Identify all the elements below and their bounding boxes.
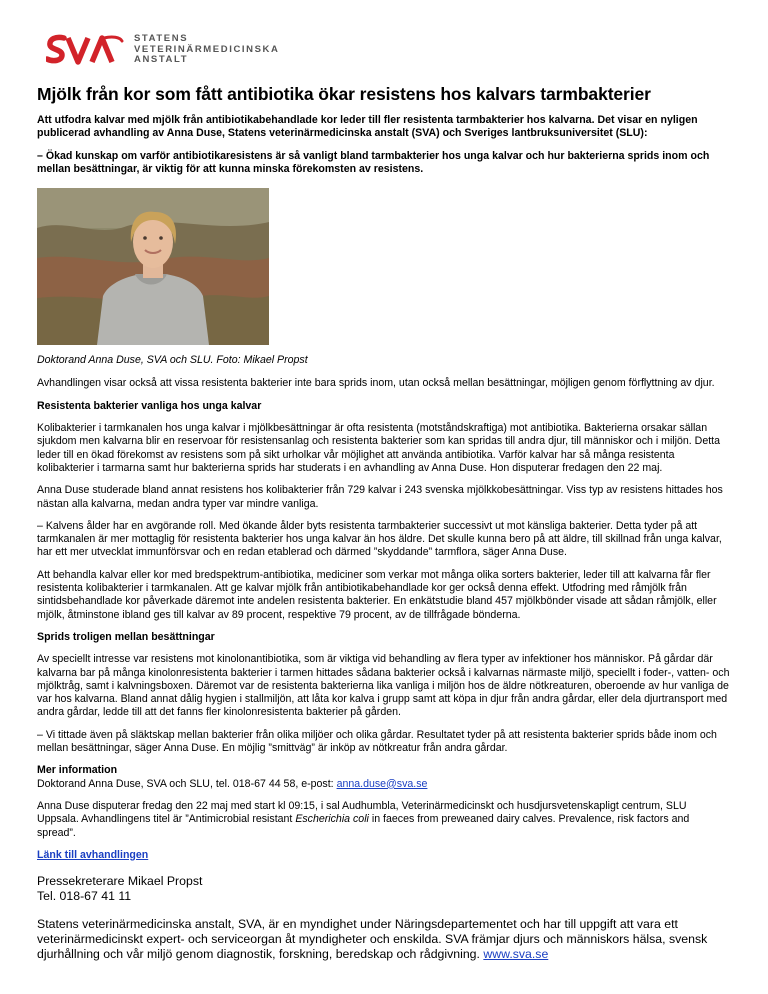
sva-website-link[interactable]: www.sva.se bbox=[483, 946, 549, 961]
contact-email-link[interactable]: anna.duse@sva.se bbox=[336, 777, 428, 790]
portrait-image bbox=[37, 188, 269, 345]
contact-paragraph bbox=[37, 778, 731, 791]
subheading-1: Resistenta bakterier vanliga hos unga kalvar bbox=[37, 399, 262, 412]
paragraph-1: Avhandlingen visar också att vissa resistenta bakterier inte bara sprids inom, utan också mellan besättningar, möjligen genom förflyttning av djur. bbox=[37, 377, 715, 390]
logo-line-3: ANSTALT bbox=[134, 54, 189, 66]
portrait-photo bbox=[37, 188, 269, 345]
press-tel: Tel. 018-67 41 11 bbox=[37, 889, 132, 904]
paragraph-2: Kolibakterier i tarmkanalen hos unga kalvar i mjölkbesättningar är ofta resistenta (motståndskraftiga) mot antibiotika. Bakterierna orsakar sällan sjukdom men kalvarna blir en reservoar för resistensanlag och resistenta bakterier som kan spridas till andra djur, till människor och i miljön. Detta leder till en ökad förekomst av resistens som på sikt urholkar vår möjlighet att använda antibiotika. Varför kalvar har så många resistenta kolibakterier i tarmarna samt hur bakterierna sprids har studerats i en avhandling av Anna Duse. Hon disputerar fredagen den 22 maj. bbox=[37, 422, 721, 474]
article-content bbox=[37, 114, 731, 962]
logo-text bbox=[134, 34, 279, 66]
logo-line-2: VETERINÄRMEDICINSKA bbox=[134, 43, 280, 55]
logo-line-1: STATENS bbox=[134, 33, 189, 45]
paragraph-4: – Kalvens ålder har en avgörande roll. Med ökande ålder byts resistenta tarmbakterier successivt ut mot känsliga bakterier. Detta tyder på att tarmkanalen är mer mottaglig för resistenta bakterier hos unga kalvar än hos äldre. Det skulle kunna bero på att äldre, till skillnad från unga kalvar, har ett mer utvecklat immunförsvar och en redan etablerad och därmed ”skyddande” tarmflora, säger Anna Duse. bbox=[37, 519, 722, 559]
paragraph-6: Av speciellt intresse var resistens mot kinolonantibiotika, som är viktiga vid behandling av flera typer av infektioner hos människor. På gårdar där kalvarna bar på många kinolonresistenta bakterier i tarmen hittades sådana bakterier också i kalvarnas närmaste miljö, speciellt i foder-, vatten- och mjölktråg, samt i kalvningsboxen. Däremot var de resistenta bakterierna lika vanliga i miljön hos de äldre nötkreaturen, oberoende av hur vanliga de var hos kalvarna. Bland annat dålig hygien i stallmiljön, att låta kor kalva i grupp samt att köpa in djur från andra gårdar, eller dela djurtransport med andra gårdar, ledde till att det fanns fler kinolonresistenta bakterier på gården. bbox=[37, 653, 730, 719]
photo-caption: Doktorand Anna Duse, SVA och SLU. Foto: Mikael Propst bbox=[37, 354, 308, 367]
lead-paragraph-1: Att utfodra kalvar med mjölk från antibiotikabehandlade kor leder till fler resistenta tarmbakterier hos kalvarna. Det visar en nyligen publicerad avhandling av Anna Duse, Statens veterinärmedicinska anstalt (SVA) och Sveriges lantbruksuniversitet (SLU): bbox=[37, 114, 698, 140]
defense-text-2: in faeces from preweaned dairy calves. Prevalence, risk factors and spread”. bbox=[37, 813, 690, 839]
footer-about bbox=[37, 917, 731, 963]
paragraph-7: – Vi tittade även på släktskap mellan bakterier från olika miljöer och olika gårdar. Resultatet tyder på att resistenta bakterier sprids både inom och mellan besättningar, säger Anna Duse. En möjlig ”smittväg” är inköp av nötkreatur från andra gårdar. bbox=[37, 728, 717, 755]
page-title: Mjölk från kor som fått antibiotika ökar resistens hos kalvars tarmbakterier bbox=[37, 84, 651, 104]
sva-logo bbox=[46, 34, 279, 66]
sva-logo-icon bbox=[46, 34, 124, 66]
paragraph-3: Anna Duse studerade bland annat resistens hos kolibakterier från 729 kalvar i 243 svenska mjölkkobesättningar. Viss typ av resistens hittades hos nästan alla kalvarna, medan andra typer var mindre vanliga. bbox=[37, 484, 723, 510]
defense-text-1: Anna Duse disputerar fredag den 22 maj med start kl 09:15, i sal Audhumbla, Veterinärmedicinskt och husdjursvetenskapligt centrum, SLU Uppsala. Avhandlingens titel är ”Antimicrobial resistant bbox=[37, 799, 687, 826]
subheading-more-info: Mer information bbox=[37, 764, 118, 777]
thesis-link[interactable]: Länk till avhandlingen bbox=[37, 848, 149, 861]
subheading-2: Sprids troligen mellan besättningar bbox=[37, 630, 215, 643]
defense-italic: Escherichia coli bbox=[295, 813, 369, 826]
lead-paragraph-2: – Ökad kunskap om varför antibiotikaresistens är så vanligt bland tarmbakterier hos unga kalvar och hur bakterierna sprids inom och mellan besättningar, är viktig för att kunna minska förekomsten av resistens. bbox=[37, 149, 710, 175]
lead-text bbox=[37, 114, 731, 176]
contact-text: Doktorand Anna Duse, SVA och SLU, tel. 018-67 44 58, e-post: bbox=[37, 777, 337, 790]
footer-text: Statens veterinärmedicinska anstalt, SVA, är en myndighet under Näringsdepartementet och har till uppgift att vara ett veterinärmedicinskt expert- och serviceorgan åt myndigheter och enskilda. SVA främjar djurs och människors hälsa, svensk djurhållning och vår miljö genom diagnostik, forskning, beredskap och rådgivning. bbox=[37, 916, 708, 961]
paragraph-5: Att behandla kalvar eller kor med bredspektrum-antibiotika, mediciner som verkar mot många olika sorters bakterier, leder till att kalvarna får fler resistenta kolibakterier i tarmkanalen. Att ge kalvar mjölk från antibiotikabehandlade kor ger också denna effekt. Utfodring med råmjölk från sintidsbehandlade kor påverkade däremot inte andelen resistenta bakterier. En enkätstudie bland 457 mjölkbönder visade att sådan råmjölk, eller mjölk, åtminstone ibland ges till kalvar av 89 procent, respektive 79 procent, av de tillfrågade bönderna. bbox=[37, 568, 717, 621]
press-name: Pressekreterare Mikael Propst bbox=[37, 874, 203, 889]
paragraph-defense bbox=[37, 800, 731, 840]
press-contact bbox=[37, 874, 731, 904]
